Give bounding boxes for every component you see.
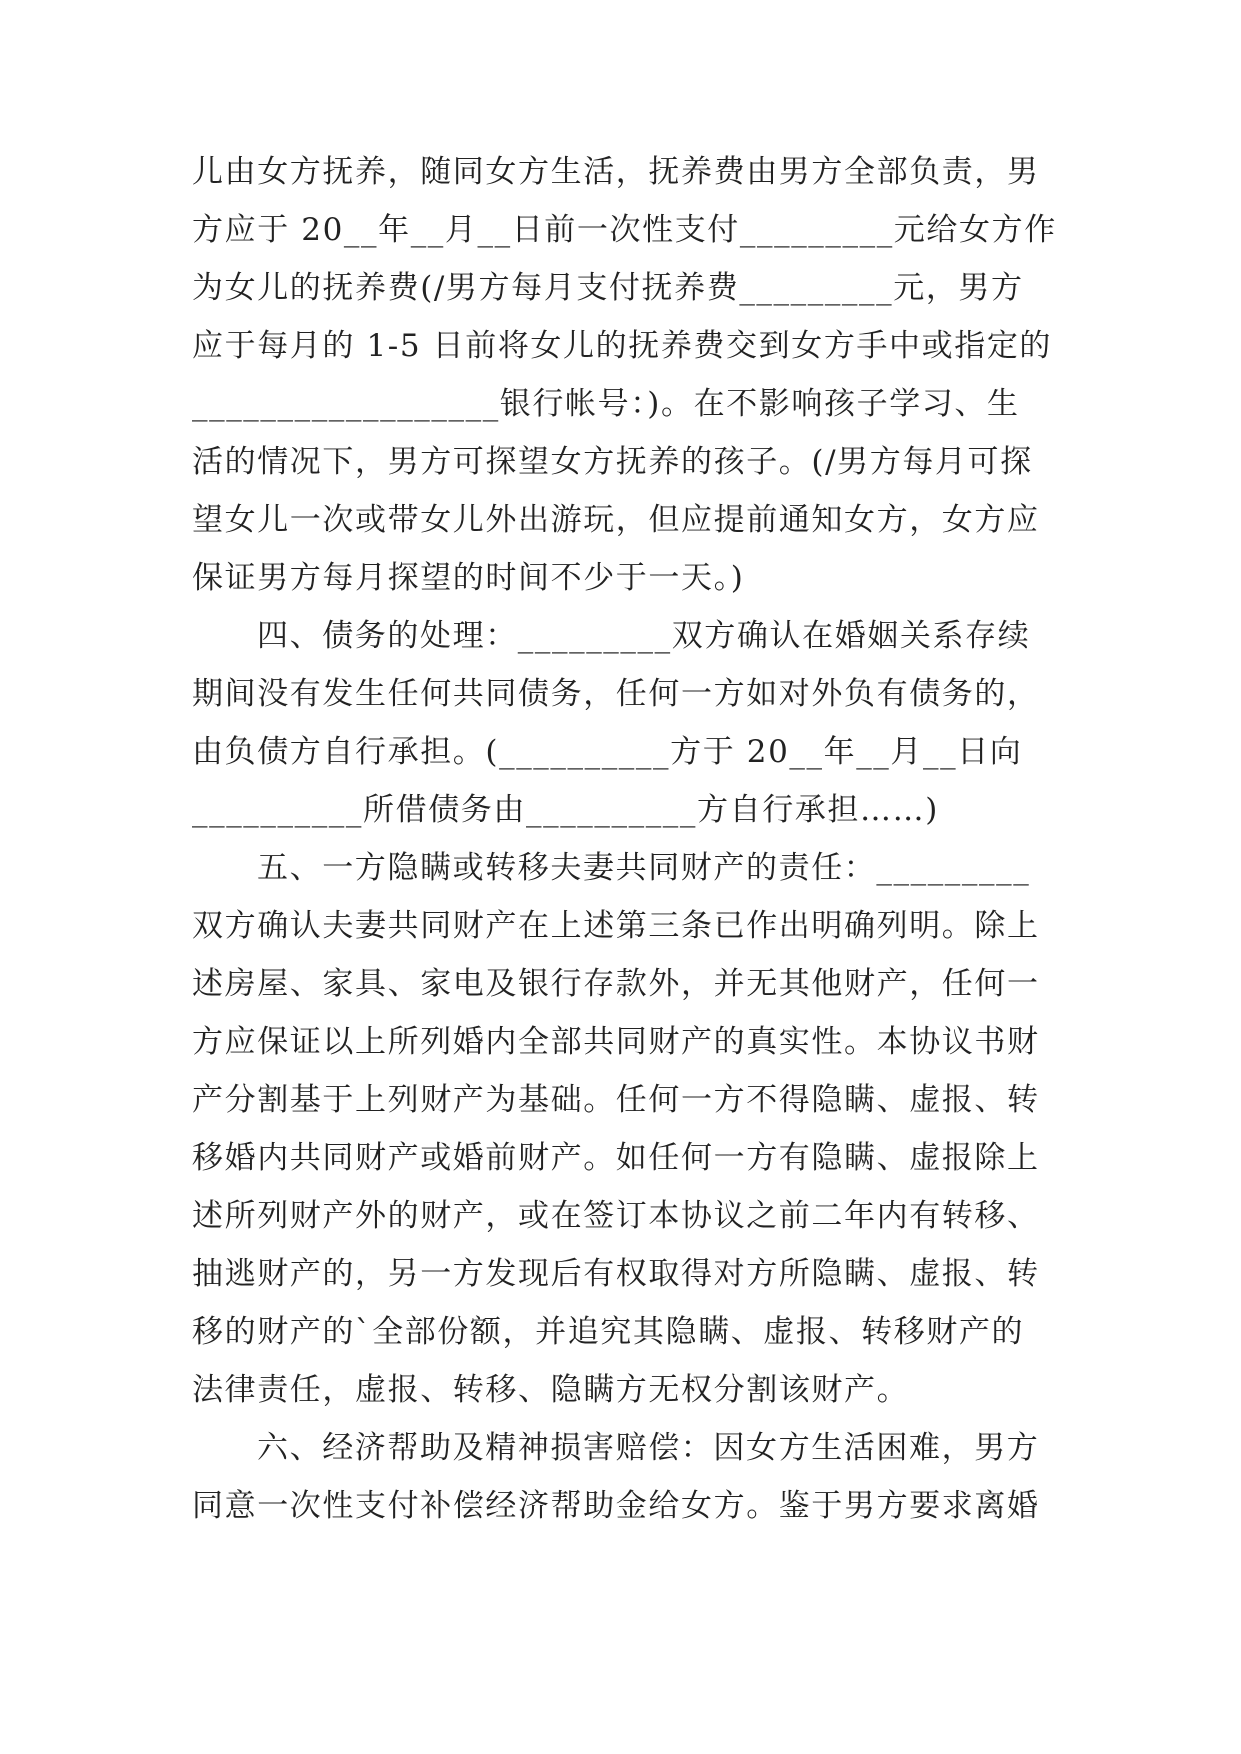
text-line-15: 述房屋、家具、家电及银行存款外，并无其他财产，任何一	[192, 966, 1040, 1002]
text-line-4: 应于每月的 1-5 日前将女儿的抚养费交到女方手中或指定的	[192, 328, 1053, 364]
text-line-5: __________________银行帐号：)。在不影响孩子学习、生	[192, 386, 1020, 422]
text-line-8: 保证男方每月探望的时间不少于一天。)	[192, 560, 745, 596]
text-line-7: 望女儿一次或带女儿外出游玩，但应提前通知女方，女方应	[192, 502, 1040, 538]
text-line-18: 移婚内共同财产或婚前财产。如任何一方有隐瞒、虚报除上	[192, 1140, 1040, 1176]
section-5-heading-line: 五、一方隐瞒或转移夫妻共同财产的责任：_________	[257, 850, 1031, 886]
text-line-16: 方应保证以上所列婚内全部共同财产的真实性。本协议书财	[192, 1024, 1040, 1060]
text-line-2: 方应于 20__年__月__日前一次性支付_________元给女方作	[192, 212, 1057, 248]
text-line-22: 法律责任，虚报、转移、隐瞒方无权分割该财产。	[192, 1372, 910, 1408]
text-line-24: 同意一次性支付补偿经济帮助金给女方。鉴于男方要求离婚	[192, 1488, 1040, 1524]
text-line-11: 由负债方自行承担。(__________方于 20__年__月__日向	[192, 734, 1023, 770]
text-line-14: 双方确认夫妻共同财产在上述第三条已作出明确列明。除上	[192, 908, 1040, 944]
text-line-1: 儿由女方抚养，随同女方生活，抚养费由男方全部负责，男	[192, 154, 1040, 190]
text-line-3: 为女儿的抚养费(/男方每月支付抚养费_________元，男方	[192, 270, 1024, 306]
text-line-19: 述所列财产外的财产，或在签订本协议之前二年内有转移、	[192, 1198, 1040, 1234]
text-line-12: __________所借债务由__________方自行承担……)	[192, 792, 939, 828]
text-line-17: 产分割基于上列财产为基础。任何一方不得隐瞒、虚报、转	[192, 1082, 1040, 1118]
text-line-6: 活的情况下，男方可探望女方抚养的孩子。(/男方每月可探	[192, 444, 1033, 480]
text-line-10: 期间没有发生任何共同债务，任何一方如对外负有债务的，	[192, 676, 1040, 712]
text-line-21: 移的财产的`全部份额，并追究其隐瞒、虚报、转移财产的	[192, 1314, 1025, 1350]
text-line-20: 抽逃财产的，另一方发现后有权取得对方所隐瞒、虚报、转	[192, 1256, 1040, 1292]
section-6-heading-line: 六、经济帮助及精神损害赔偿：因女方生活困难，男方	[257, 1430, 1040, 1466]
section-4-heading-line: 四、债务的处理：_________双方确认在婚姻关系存续	[257, 618, 1031, 654]
